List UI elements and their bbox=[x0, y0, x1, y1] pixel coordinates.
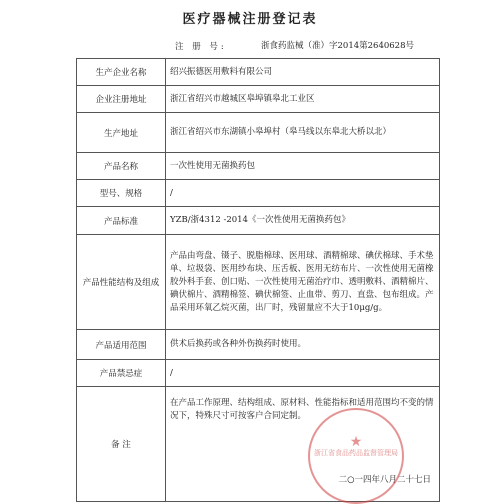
table-row bbox=[77, 86, 440, 113]
table-row bbox=[77, 113, 440, 153]
table-row bbox=[77, 207, 440, 235]
issue-date: 二○一四年八月二十七日 bbox=[338, 475, 431, 485]
registration-number-value: 浙食药监械（准）字2014第2640628号 bbox=[261, 41, 414, 51]
row-value-composition: 产品由弯盘、镊子、脱脂棉球、医用球、酒精棉球、碘伏棉球、手术垫单、垃圾袋、医用纱布块、压舌板、医用无纺布片、一次性使用无菌橡胶外科手套、创口贴、一次性使用无菌治疗巾、透明敷料、酒精棉片、碘伏棉片、酒精棉签、碘伏棉签、止血带、剪刀、直盘、包布组成。产品采用环氧乙烷灭菌，出厂时，残留量应不大于10μg/g。 bbox=[166, 235, 440, 330]
official-seal bbox=[308, 408, 404, 504]
row-value-scope: 供术后换药或各种外伤换药时使用。 bbox=[166, 330, 440, 360]
row-label-scope: 产品适用范围 bbox=[77, 330, 166, 360]
table-row bbox=[77, 235, 440, 330]
row-label-model-spec: 型号、规格 bbox=[77, 180, 166, 207]
table-row bbox=[77, 59, 440, 86]
registration-number-label: 注 册 号: bbox=[175, 42, 227, 52]
row-label-product-name: 产品名称 bbox=[77, 153, 166, 180]
row-label-product-standard: 产品标准 bbox=[77, 207, 166, 235]
row-label-contraindications: 产品禁忌症 bbox=[77, 360, 166, 387]
row-label-remarks: 备 注 bbox=[77, 387, 166, 502]
row-value-product-name: 一次性使用无菌换药包 bbox=[166, 153, 440, 180]
seal-text: 浙江省食品药品监督管理局 bbox=[314, 449, 398, 457]
row-label-composition: 产品性能结构及组成 bbox=[77, 235, 166, 330]
document-title: 医疗器械注册登记表 bbox=[182, 12, 318, 27]
table-row bbox=[77, 330, 440, 360]
row-label-manufacturer: 生产企业名称 bbox=[77, 59, 166, 86]
row-value-contraindications: / bbox=[166, 360, 440, 387]
table-row bbox=[77, 153, 440, 180]
row-value-model-spec: / bbox=[166, 180, 440, 207]
table-row bbox=[77, 180, 440, 207]
row-value-remarks: 在产品工作原理、结构组成、原材料、性能指标和适用范围均不变的情况下，特殊尺寸可按客户合同定制。 bbox=[170, 398, 434, 421]
row-value-product-standard: YZB/浙4312 -2014《一次性使用无菌换药包》 bbox=[166, 207, 440, 235]
row-value-production-address: 浙江省绍兴市东湖镇小皋埠村（皋马线以东皋北大桥以北） bbox=[166, 113, 440, 153]
row-value-registered-address: 浙江省绍兴市越城区皋埠镇皋北工业区 bbox=[166, 86, 440, 113]
row-label-production-address: 生产地址 bbox=[77, 113, 166, 153]
table-row bbox=[77, 360, 440, 387]
row-label-registered-address: 企业注册地址 bbox=[77, 86, 166, 113]
seal-star-icon: ★ bbox=[349, 434, 363, 450]
row-value-manufacturer: 绍兴振德医用敷料有限公司 bbox=[166, 59, 440, 86]
